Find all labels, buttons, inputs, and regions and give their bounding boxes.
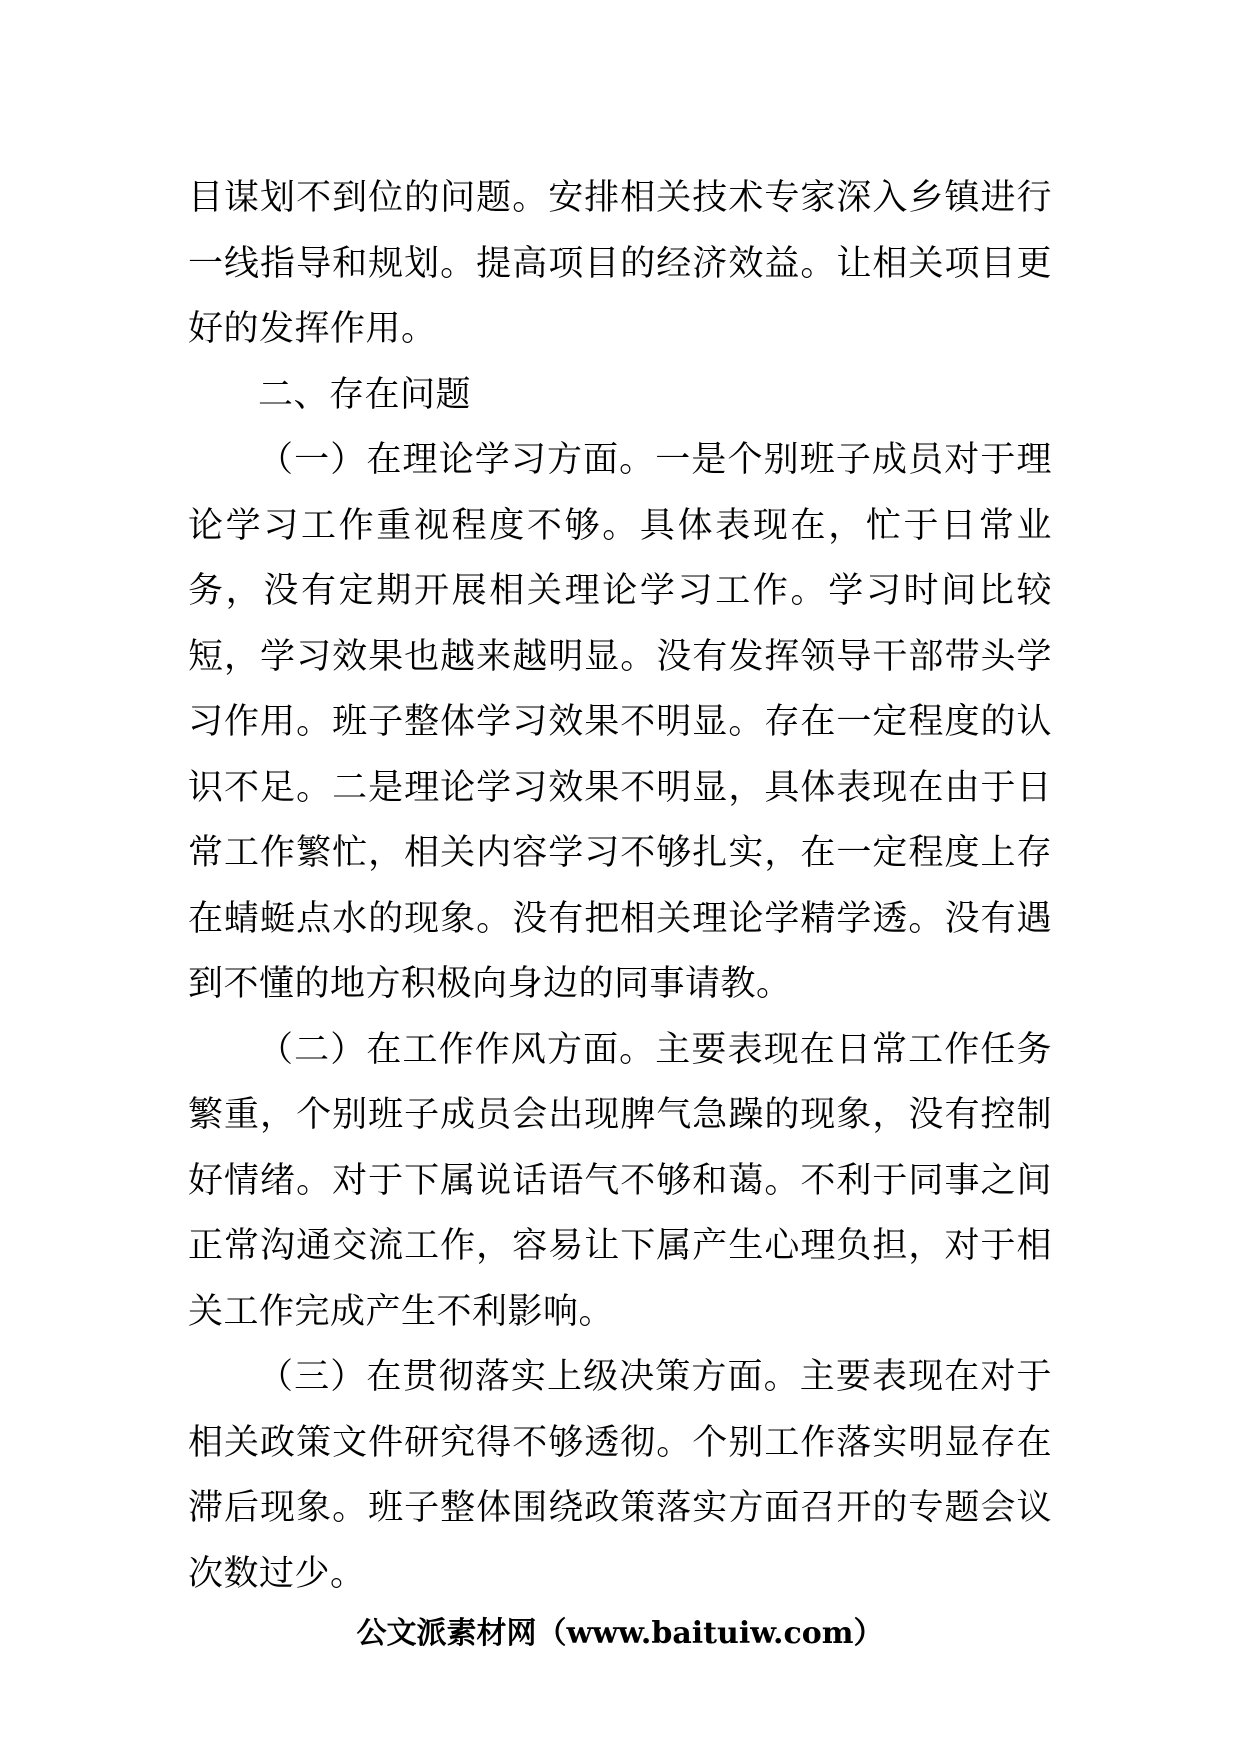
paragraph-theory-study: （一）在理论学习方面。一是个别班子成员对于理论学习工作重视程度不够。具体表现在，忙于日常业务，没有定期开展相关理论学习工作。学习时间比较短，学习效果也越来越明显。没有发挥领导干部带头学习作用。班子整体学习效果不明显。存在一定程度的认识不足。二是理论学习效果不明显，具体表现在由于日常工作繁忙，相关内容学习不够扎实，在一定程度上存在蜻蜓点水的现象。没有把相关理论学精学透。没有遇到不懂的地方积极向身边的同事请教。 xyxy=(188,440,1052,1004)
paragraph-policy-implementation: （三）在贯彻落实上级决策方面。主要表现在对于相关政策文件研究得不够透彻。个别工作落实明显存在滞后现象。班子整体围绕政策落实方面召开的专题会议次数过少。 xyxy=(188,1357,1052,1594)
footer-watermark: 公文派素材网（www.baituiw.com） xyxy=(356,1616,884,1651)
paragraph-work-style: （二）在工作作风方面。主要表现在日常工作任务繁重，个别班子成员会出现脾气急躁的现象，没有控制好情绪。对于下属说话语气不够和蔼。不利于同事之间正常沟通交流工作，容易让下属产生心理负担，对于相关工作完成产生不利影响。 xyxy=(188,1029,1052,1332)
document-body xyxy=(188,166,1052,1607)
section-heading-problems: 二、存在问题 xyxy=(258,374,472,415)
paragraph-continuation: 目谋划不到位的问题。安排相关技术专家深入乡镇进行一线指导和规划。提高项目的经济效益。让相关项目更好的发挥作用。 xyxy=(188,178,1052,349)
